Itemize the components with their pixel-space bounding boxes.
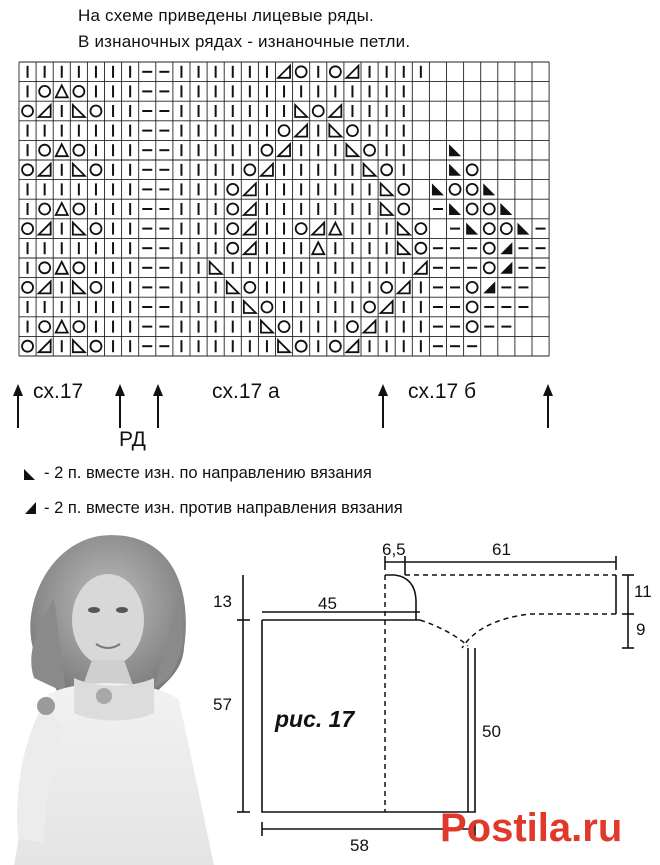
dim-50: 50 [482, 722, 501, 741]
label-sx17b: сх.17 б [408, 380, 477, 403]
watermark: Postila.ru [440, 806, 623, 850]
dim-57: 57 [213, 695, 232, 714]
header-line-1: На схеме приведены лицевые ряды. [78, 6, 374, 25]
header-line-2: В изнаночных рядах - изнаночные петли. [78, 32, 411, 51]
legend-item-2: - 2 п. вместе изн. против направления вязания [44, 499, 403, 517]
legend-item-1: - 2 п. вместе изн. по направлению вязания [44, 464, 372, 482]
dim-13: 13 [213, 592, 232, 611]
dim-9: 9 [636, 620, 646, 639]
label-rd: РД [119, 428, 146, 451]
schema-line [462, 614, 616, 648]
dim-11: 11 [634, 582, 652, 601]
schema-line [385, 575, 416, 620]
figure-label: рис. 17 [275, 706, 355, 732]
dim-45: 45 [318, 594, 337, 613]
label-sx17: сх.17 [33, 380, 84, 403]
dim-6-5: 6,5 [382, 540, 406, 559]
dim-58: 58 [350, 836, 369, 855]
schema-line [420, 620, 468, 646]
dim-61: 61 [492, 540, 511, 559]
label-sx17a: сх.17 а [212, 380, 280, 403]
